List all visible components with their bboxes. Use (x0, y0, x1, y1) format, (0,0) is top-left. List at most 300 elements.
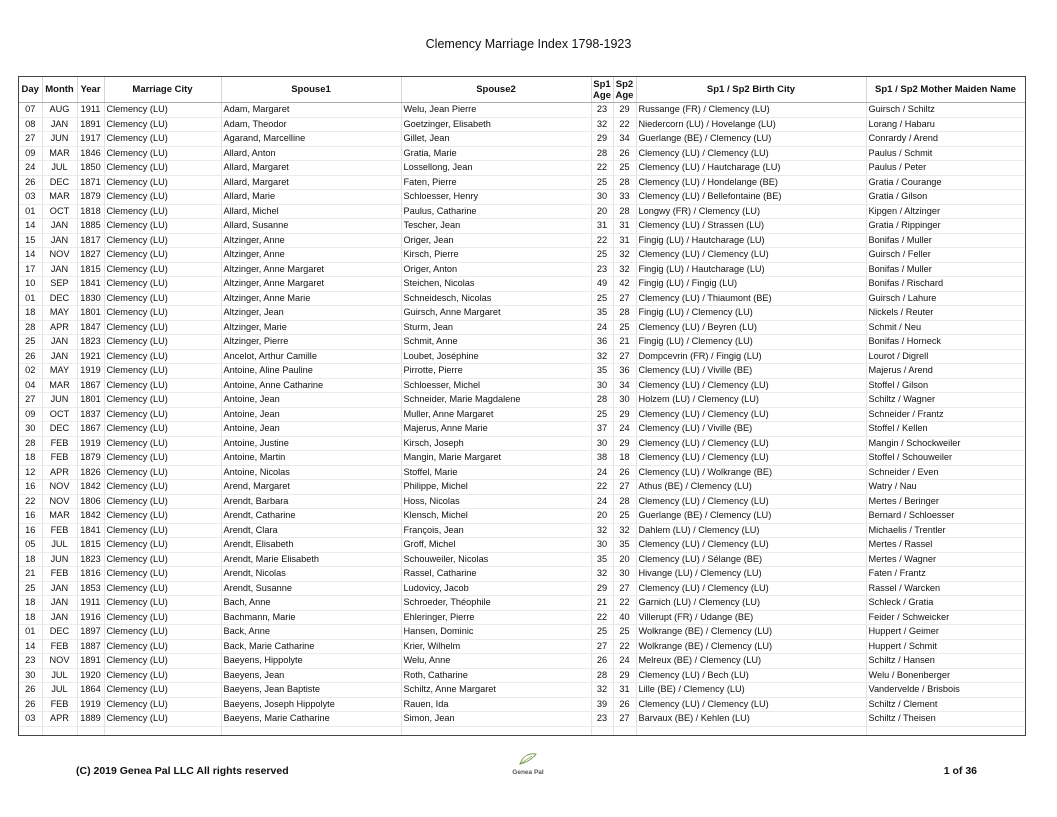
header-birth-city: Sp1 / Sp2 Birth City (636, 77, 866, 103)
mother-maiden-name-cell: Watry / Nau (866, 480, 1025, 495)
spouse1-cell: Arendt, Nicolas (221, 567, 401, 582)
day-cell: 25 (19, 581, 42, 596)
mother-maiden-name-cell: Bonifas / Horneck (866, 335, 1025, 350)
mother-maiden-name-cell: Stoffel / Schouweiler (866, 451, 1025, 466)
table-row (19, 378, 1025, 393)
spouse1-cell: Baeyens, Jean Baptiste (221, 683, 401, 698)
sp1-age-cell: 38 (591, 451, 613, 466)
day-cell: 12 (19, 465, 42, 480)
month-cell: FEB (42, 639, 77, 654)
marriage-city-cell: Clemency (LU) (104, 378, 221, 393)
table-row (19, 567, 1025, 582)
spouse1-cell: Arendt, Clara (221, 523, 401, 538)
month-cell: JUL (42, 668, 77, 683)
table-header-row (19, 77, 1025, 103)
spouse1-cell: Arendt, Susanne (221, 581, 401, 596)
birth-city-cell: Clemency (LU) / Clemency (LU) (636, 451, 866, 466)
spouse1-cell: Allard, Marie (221, 190, 401, 205)
spouse2-cell: Faten, Pierre (401, 175, 591, 190)
day-cell: 18 (19, 451, 42, 466)
sp2-age-cell: 29 (613, 436, 636, 451)
spouse1-cell: Arendt, Catharine (221, 509, 401, 524)
table-row (19, 436, 1025, 451)
marriage-city-cell: Clemency (LU) (104, 567, 221, 582)
month-cell: MAR (42, 378, 77, 393)
sp1-age-cell: 32 (591, 349, 613, 364)
birth-city-cell: Guerlange (BE) / Clemency (LU) (636, 132, 866, 147)
birth-city-cell: Wolkrange (BE) / Clemency (LU) (636, 625, 866, 640)
day-cell: 14 (19, 639, 42, 654)
month-cell: JAN (42, 610, 77, 625)
marriage-city-cell: Clemency (LU) (104, 277, 221, 292)
day-cell: 17 (19, 262, 42, 277)
page-number: 1 of 36 (943, 765, 977, 777)
marriage-city-cell: Clemency (LU) (104, 625, 221, 640)
month-cell: MAR (42, 509, 77, 524)
mother-maiden-name-cell: Mangin / Schockweiler (866, 436, 1025, 451)
empty-cell (77, 726, 104, 736)
mother-maiden-name-cell: Bernard / Schloesser (866, 509, 1025, 524)
spouse1-cell: Allard, Margaret (221, 175, 401, 190)
month-cell: DEC (42, 422, 77, 437)
spouse2-cell: Steichen, Nicolas (401, 277, 591, 292)
sp1-age-cell: 25 (591, 248, 613, 263)
month-cell: DEC (42, 291, 77, 306)
sp1-age-cell: 35 (591, 364, 613, 379)
sp1-age-cell: 20 (591, 204, 613, 219)
spouse2-cell: Schouweiler, Nicolas (401, 552, 591, 567)
marriage-city-cell: Clemency (LU) (104, 175, 221, 190)
sp2-age-cell: 27 (613, 480, 636, 495)
spouse2-cell: Gillet, Jean (401, 132, 591, 147)
spouse1-cell: Arend, Margaret (221, 480, 401, 495)
spouse1-cell: Baeyens, Hippolyte (221, 654, 401, 669)
day-cell: 27 (19, 132, 42, 147)
year-cell: 1815 (77, 262, 104, 277)
logo-text: Genea Pal (512, 769, 544, 776)
table-row (19, 422, 1025, 437)
sp1-age-cell: 23 (591, 103, 613, 118)
table-row (19, 407, 1025, 422)
sp1-age-cell: 36 (591, 335, 613, 350)
spouse1-cell: Allard, Anton (221, 146, 401, 161)
sp1-age-cell: 23 (591, 262, 613, 277)
header-mother-maiden-name: Sp1 / Sp2 Mother Maiden Name (866, 77, 1025, 103)
sp2-age-cell: 27 (613, 349, 636, 364)
spouse2-cell: Simon, Jean (401, 712, 591, 727)
year-cell: 1816 (77, 567, 104, 582)
birth-city-cell: Barvaux (BE) / Kehlen (LU) (636, 712, 866, 727)
sp2-age-cell: 22 (613, 639, 636, 654)
spouse2-cell: Hoss, Nicolas (401, 494, 591, 509)
birth-city-cell: Clemency (LU) / Viville (BE) (636, 422, 866, 437)
year-cell: 1919 (77, 364, 104, 379)
table-row (19, 509, 1025, 524)
sp2-age-cell: 33 (613, 190, 636, 205)
month-cell: JAN (42, 117, 77, 132)
mother-maiden-name-cell: Vandervelde / Brisbois (866, 683, 1025, 698)
spouse2-cell: Origer, Jean (401, 233, 591, 248)
spouse2-cell: Hansen, Dominic (401, 625, 591, 640)
spouse2-cell: Philippe, Michel (401, 480, 591, 495)
month-cell: JUL (42, 161, 77, 176)
sp2-age-cell: 22 (613, 117, 636, 132)
year-cell: 1897 (77, 625, 104, 640)
month-cell: JUN (42, 393, 77, 408)
day-cell: 30 (19, 422, 42, 437)
empty-cell (19, 726, 42, 736)
table-row (19, 349, 1025, 364)
sp2-age-cell: 32 (613, 523, 636, 538)
table-row (19, 494, 1025, 509)
sp2-age-cell: 26 (613, 146, 636, 161)
birth-city-cell: Clemency (LU) / Clemency (LU) (636, 538, 866, 553)
year-cell: 1842 (77, 509, 104, 524)
mother-maiden-name-cell: Huppert / Schmit (866, 639, 1025, 654)
marriage-city-cell: Clemency (LU) (104, 233, 221, 248)
sp1-age-cell: 21 (591, 596, 613, 611)
sp1-age-cell: 28 (591, 146, 613, 161)
year-cell: 1823 (77, 552, 104, 567)
spouse1-cell: Antoine, Jean (221, 393, 401, 408)
table-row (19, 335, 1025, 350)
day-cell: 10 (19, 277, 42, 292)
year-cell: 1806 (77, 494, 104, 509)
birth-city-cell: Guerlange (BE) / Clemency (LU) (636, 509, 866, 524)
birth-city-cell: Clemency (LU) / Clemency (LU) (636, 248, 866, 263)
mother-maiden-name-cell: Schmit / Neu (866, 320, 1025, 335)
header-spouse2: Spouse2 (401, 77, 591, 103)
spouse2-cell: Paulus, Catharine (401, 204, 591, 219)
birth-city-cell: Clemency (LU) / Hautcharage (LU) (636, 161, 866, 176)
copyright-text: (C) 2019 Genea Pal LLC All rights reserved (76, 765, 289, 777)
day-cell: 09 (19, 407, 42, 422)
header-spouse1: Spouse1 (221, 77, 401, 103)
month-cell: NOV (42, 494, 77, 509)
birth-city-cell: Clemency (LU) / Beyren (LU) (636, 320, 866, 335)
spouse2-cell: Welu, Jean Pierre (401, 103, 591, 118)
month-cell: DEC (42, 625, 77, 640)
mother-maiden-name-cell: Bonifas / Muller (866, 262, 1025, 277)
spouse1-cell: Allard, Margaret (221, 161, 401, 176)
day-cell: 27 (19, 393, 42, 408)
year-cell: 1850 (77, 161, 104, 176)
day-cell: 09 (19, 146, 42, 161)
table-row (19, 219, 1025, 234)
spouse2-cell: Loubet, Joséphine (401, 349, 591, 364)
sp1-age-cell: 28 (591, 668, 613, 683)
birth-city-cell: Fingig (LU) / Clemency (LU) (636, 306, 866, 321)
sp2-age-cell: 24 (613, 654, 636, 669)
birth-city-cell: Clemency (LU) / Clemency (LU) (636, 436, 866, 451)
day-cell: 28 (19, 320, 42, 335)
mother-maiden-name-cell: Guirsch / Lahure (866, 291, 1025, 306)
table-body (19, 103, 1025, 737)
year-cell: 1879 (77, 451, 104, 466)
spouse1-cell: Baeyens, Jean (221, 668, 401, 683)
marriage-city-cell: Clemency (LU) (104, 248, 221, 263)
sp1-age-cell: 29 (591, 581, 613, 596)
month-cell: SEP (42, 277, 77, 292)
day-cell: 04 (19, 378, 42, 393)
marriage-city-cell: Clemency (LU) (104, 320, 221, 335)
table-row (19, 654, 1025, 669)
sp1-age-cell: 27 (591, 639, 613, 654)
sp2-age-cell: 27 (613, 291, 636, 306)
spouse1-cell: Agarand, Marcelline (221, 132, 401, 147)
day-cell: 18 (19, 552, 42, 567)
month-cell: JAN (42, 349, 77, 364)
genea-pal-logo (503, 752, 553, 776)
spouse2-cell: Krier, Wilhelm (401, 639, 591, 654)
birth-city-cell: Garnich (LU) / Clemency (LU) (636, 596, 866, 611)
spouse1-cell: Back, Anne (221, 625, 401, 640)
birth-city-cell: Clemency (LU) / Clemency (LU) (636, 407, 866, 422)
header-sp2-age: Sp2 Age (613, 77, 636, 103)
spouse1-cell: Allard, Susanne (221, 219, 401, 234)
marriage-city-cell: Clemency (LU) (104, 291, 221, 306)
spouse2-cell: Guirsch, Anne Margaret (401, 306, 591, 321)
spouse1-cell: Antoine, Aline Pauline (221, 364, 401, 379)
marriage-city-cell: Clemency (LU) (104, 219, 221, 234)
sp1-age-cell: 20 (591, 509, 613, 524)
month-cell: FEB (42, 451, 77, 466)
sp1-age-cell: 25 (591, 407, 613, 422)
year-cell: 1815 (77, 538, 104, 553)
spouse2-cell: Muller, Anne Margaret (401, 407, 591, 422)
sp2-age-cell: 29 (613, 103, 636, 118)
spouse1-cell: Altzinger, Marie (221, 320, 401, 335)
sp1-age-cell: 30 (591, 538, 613, 553)
marriage-city-cell: Clemency (LU) (104, 132, 221, 147)
mother-maiden-name-cell: Lorang / Habaru (866, 117, 1025, 132)
marriage-city-cell: Clemency (LU) (104, 480, 221, 495)
marriage-city-cell: Clemency (LU) (104, 465, 221, 480)
sp2-age-cell: 25 (613, 509, 636, 524)
mother-maiden-name-cell: Stoffel / Gilson (866, 378, 1025, 393)
marriage-index-table (19, 77, 1026, 736)
day-cell: 18 (19, 596, 42, 611)
table-row (19, 146, 1025, 161)
sp2-age-cell: 25 (613, 625, 636, 640)
mother-maiden-name-cell: Guirsch / Schiltz (866, 103, 1025, 118)
table-row (19, 204, 1025, 219)
marriage-city-cell: Clemency (LU) (104, 306, 221, 321)
birth-city-cell: Clemency (LU) / Sélange (BE) (636, 552, 866, 567)
day-cell: 30 (19, 668, 42, 683)
empty-row (19, 726, 1025, 736)
spouse2-cell: Majerus, Anne Marie (401, 422, 591, 437)
spouse1-cell: Arendt, Marie Elisabeth (221, 552, 401, 567)
table-row (19, 393, 1025, 408)
spouse1-cell: Antoine, Jean (221, 422, 401, 437)
day-cell: 03 (19, 190, 42, 205)
sp2-age-cell: 25 (613, 320, 636, 335)
month-cell: JAN (42, 581, 77, 596)
month-cell: FEB (42, 697, 77, 712)
month-cell: JAN (42, 219, 77, 234)
year-cell: 1887 (77, 639, 104, 654)
spouse1-cell: Back, Marie Catharine (221, 639, 401, 654)
birth-city-cell: Clemency (LU) / Clemency (LU) (636, 697, 866, 712)
sp1-age-cell: 35 (591, 552, 613, 567)
day-cell: 14 (19, 248, 42, 263)
spouse2-cell: Lossellong, Jean (401, 161, 591, 176)
table-row (19, 668, 1025, 683)
birth-city-cell: Fingig (LU) / Fingig (LU) (636, 277, 866, 292)
spouse2-cell: Roth, Catharine (401, 668, 591, 683)
birth-city-cell: Clemency (LU) / Thiaumont (BE) (636, 291, 866, 306)
sp1-age-cell: 22 (591, 233, 613, 248)
sp2-age-cell: 35 (613, 538, 636, 553)
year-cell: 1871 (77, 175, 104, 190)
marriage-city-cell: Clemency (LU) (104, 523, 221, 538)
table-row (19, 175, 1025, 190)
year-cell: 1891 (77, 117, 104, 132)
day-cell: 16 (19, 509, 42, 524)
birth-city-cell: Niedercorn (LU) / Hovelange (LU) (636, 117, 866, 132)
marriage-city-cell: Clemency (LU) (104, 683, 221, 698)
birth-city-cell: Longwy (FR) / Clemency (LU) (636, 204, 866, 219)
sp2-age-cell: 32 (613, 262, 636, 277)
sp1-age-cell: 23 (591, 712, 613, 727)
day-cell: 05 (19, 538, 42, 553)
year-cell: 1920 (77, 668, 104, 683)
year-cell: 1826 (77, 465, 104, 480)
table-row (19, 190, 1025, 205)
year-cell: 1867 (77, 378, 104, 393)
table-row (19, 320, 1025, 335)
spouse2-cell: Schloesser, Michel (401, 378, 591, 393)
marriage-city-cell: Clemency (LU) (104, 422, 221, 437)
sp1-age-cell: 26 (591, 654, 613, 669)
sp1-age-cell: 35 (591, 306, 613, 321)
marriage-city-cell: Clemency (LU) (104, 697, 221, 712)
day-cell: 28 (19, 436, 42, 451)
page-title: Clemency Marriage Index 1798-1923 (425, 37, 632, 51)
year-cell: 1921 (77, 349, 104, 364)
month-cell: AUG (42, 103, 77, 118)
mother-maiden-name-cell: Gratia / Courange (866, 175, 1025, 190)
empty-cell (221, 726, 401, 736)
month-cell: FEB (42, 523, 77, 538)
birth-city-cell: Melreux (BE) / Clemency (LU) (636, 654, 866, 669)
sp1-age-cell: 49 (591, 277, 613, 292)
mother-maiden-name-cell: Guirsch / Feller (866, 248, 1025, 263)
day-cell: 26 (19, 697, 42, 712)
table-row (19, 552, 1025, 567)
spouse2-cell: Goetzinger, Elisabeth (401, 117, 591, 132)
day-cell: 26 (19, 349, 42, 364)
spouse1-cell: Antoine, Jean (221, 407, 401, 422)
birth-city-cell: Clemency (LU) / Clemency (LU) (636, 146, 866, 161)
birth-city-cell: Clemency (LU) / Hondelange (BE) (636, 175, 866, 190)
marriage-city-cell: Clemency (LU) (104, 349, 221, 364)
empty-cell (866, 726, 1025, 736)
birth-city-cell: Clemency (LU) / Viville (BE) (636, 364, 866, 379)
spouse1-cell: Baeyens, Joseph Hippolyte (221, 697, 401, 712)
mother-maiden-name-cell: Schneider / Even (866, 465, 1025, 480)
spouse2-cell: Schiltz, Anne Margaret (401, 683, 591, 698)
day-cell: 02 (19, 364, 42, 379)
month-cell: JUN (42, 132, 77, 147)
mother-maiden-name-cell: Mertes / Wagner (866, 552, 1025, 567)
year-cell: 1842 (77, 480, 104, 495)
mother-maiden-name-cell: Mertes / Rassel (866, 538, 1025, 553)
sp1-age-cell: 31 (591, 219, 613, 234)
year-cell: 1841 (77, 523, 104, 538)
mother-maiden-name-cell: Michaelis / Trentler (866, 523, 1025, 538)
month-cell: NOV (42, 654, 77, 669)
month-cell: APR (42, 320, 77, 335)
month-cell: OCT (42, 204, 77, 219)
marriage-city-cell: Clemency (LU) (104, 262, 221, 277)
spouse1-cell: Antoine, Nicolas (221, 465, 401, 480)
mother-maiden-name-cell: Schiltz / Clement (866, 697, 1025, 712)
sp1-age-cell: 22 (591, 610, 613, 625)
month-cell: OCT (42, 407, 77, 422)
sp2-age-cell: 40 (613, 610, 636, 625)
spouse2-cell: Klensch, Michel (401, 509, 591, 524)
sp2-age-cell: 28 (613, 306, 636, 321)
mother-maiden-name-cell: Kipgen / Altzinger (866, 204, 1025, 219)
sp1-age-cell: 37 (591, 422, 613, 437)
sp2-age-cell: 29 (613, 668, 636, 683)
birth-city-cell: Wolkrange (BE) / Clemency (LU) (636, 639, 866, 654)
sp2-age-cell: 21 (613, 335, 636, 350)
header-day: Day (19, 77, 42, 103)
sp2-age-cell: 29 (613, 407, 636, 422)
year-cell: 1830 (77, 291, 104, 306)
mother-maiden-name-cell: Bonifas / Muller (866, 233, 1025, 248)
spouse2-cell: François, Jean (401, 523, 591, 538)
month-cell: MAR (42, 190, 77, 205)
spouse1-cell: Arendt, Barbara (221, 494, 401, 509)
sp2-age-cell: 31 (613, 219, 636, 234)
year-cell: 1879 (77, 190, 104, 205)
sp2-age-cell: 24 (613, 422, 636, 437)
sp2-age-cell: 42 (613, 277, 636, 292)
day-cell: 18 (19, 610, 42, 625)
spouse2-cell: Schneider, Marie Magdalene (401, 393, 591, 408)
table-row (19, 581, 1025, 596)
spouse1-cell: Bachmann, Marie (221, 610, 401, 625)
mother-maiden-name-cell: Schleck / Gratia (866, 596, 1025, 611)
spouse1-cell: Altzinger, Anne Margaret (221, 262, 401, 277)
spouse2-cell: Schmit, Anne (401, 335, 591, 350)
spouse2-cell: Gratia, Marie (401, 146, 591, 161)
empty-cell (104, 726, 221, 736)
sp1-age-cell: 30 (591, 190, 613, 205)
table-row (19, 161, 1025, 176)
marriage-city-cell: Clemency (LU) (104, 103, 221, 118)
marriage-city-cell: Clemency (LU) (104, 146, 221, 161)
mother-maiden-name-cell: Schneider / Frantz (866, 407, 1025, 422)
day-cell: 01 (19, 625, 42, 640)
table-row (19, 117, 1025, 132)
marriage-city-cell: Clemency (LU) (104, 509, 221, 524)
year-cell: 1864 (77, 683, 104, 698)
mother-maiden-name-cell: Welu / Bonenberger (866, 668, 1025, 683)
spouse2-cell: Rauen, Ida (401, 697, 591, 712)
month-cell: FEB (42, 436, 77, 451)
month-cell: FEB (42, 567, 77, 582)
leaf-icon (517, 752, 539, 766)
sp2-age-cell: 34 (613, 378, 636, 393)
table-row (19, 523, 1025, 538)
month-cell: APR (42, 465, 77, 480)
spouse1-cell: Altzinger, Pierre (221, 335, 401, 350)
